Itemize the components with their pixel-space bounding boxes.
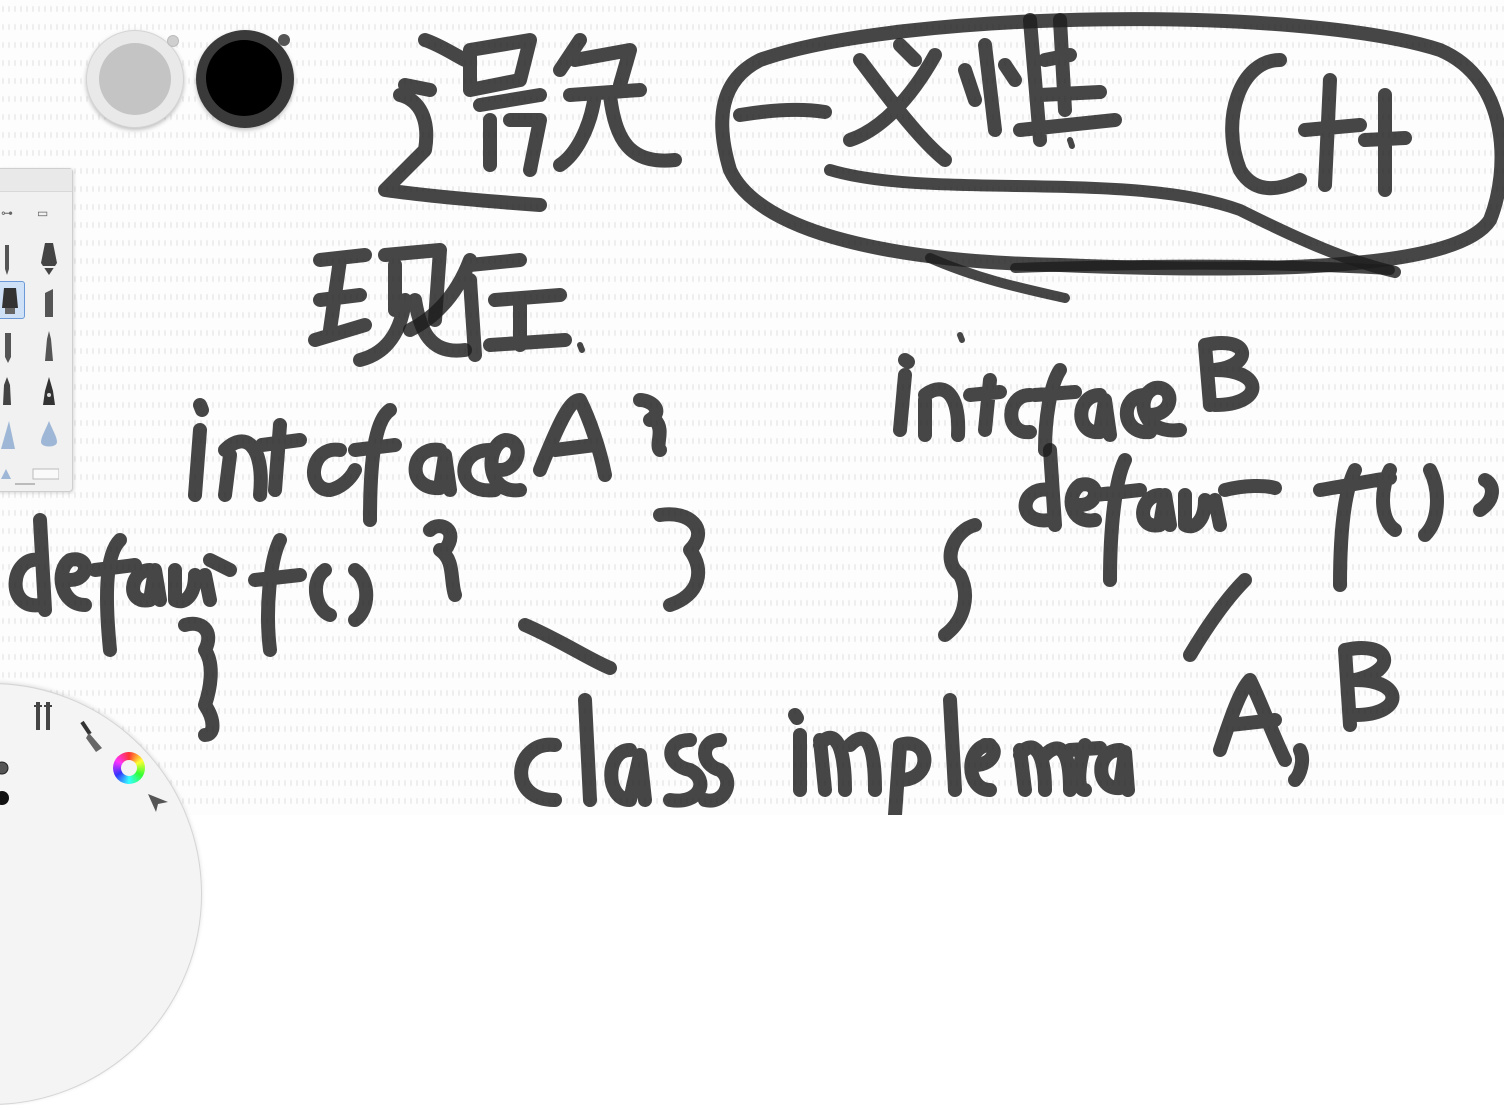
- color-wheel-icon[interactable]: [113, 752, 145, 784]
- paint-brush-icon[interactable]: [76, 718, 108, 758]
- word-a-comma-b: [1220, 648, 1393, 780]
- dash-a: [525, 625, 610, 668]
- brush-size-icon[interactable]: [0, 758, 12, 812]
- char-plus1: [1305, 80, 1360, 185]
- triangle-brush[interactable]: [0, 457, 27, 493]
- pencil-icon: [0, 241, 27, 277]
- light-gray-swatch: [99, 43, 171, 115]
- sliders-icon[interactable]: ⊶: [1, 206, 13, 220]
- airbrush-icon: [0, 417, 27, 453]
- ink-pen-icon: [0, 373, 27, 409]
- word-class: [521, 700, 727, 801]
- word-implements: [795, 700, 1128, 815]
- eraser-icon: [31, 457, 59, 493]
- puck-indicator-dot: [167, 35, 179, 47]
- brush-library-panel: [0, 168, 73, 492]
- stray-dot-2: [960, 335, 962, 340]
- char-mian: [560, 40, 675, 165]
- word-defaut-f-a: [16, 520, 455, 650]
- char-yi2: [850, 45, 945, 160]
- black-swatch: [206, 40, 282, 116]
- char-c: [1232, 60, 1300, 188]
- word-intcface-b: [900, 343, 1253, 450]
- panel-grip[interactable]: [15, 483, 35, 485]
- brace-b: [945, 525, 975, 635]
- triangle-icon: [0, 457, 27, 493]
- brush-tools-icon[interactable]: [28, 698, 58, 738]
- chisel-marker-brush[interactable]: [35, 285, 63, 321]
- word-defaut-f-b: [1026, 450, 1492, 585]
- marker-icon: [0, 282, 24, 318]
- stray-dot-3: [580, 345, 582, 350]
- stray-dot-1: [1070, 140, 1072, 146]
- nib-pen-icon: [35, 373, 63, 409]
- underline-stroke-2: [1015, 265, 1390, 270]
- char-plus2: [1365, 95, 1405, 190]
- ink-pen-brush[interactable]: [0, 373, 27, 409]
- airbrush-brush[interactable]: [0, 417, 27, 453]
- nib-pen-brush[interactable]: [35, 373, 63, 409]
- word-intcface-a: [195, 400, 660, 520]
- slash-b: [1190, 580, 1245, 655]
- fountain-pen-brush[interactable]: [35, 241, 63, 277]
- black-color-puck[interactable]: [196, 30, 294, 128]
- water-drop-icon: [35, 417, 63, 453]
- fountain-pen-icon: [35, 241, 63, 277]
- closing-brace-a: [185, 624, 213, 735]
- felt-tip-brush[interactable]: [35, 329, 63, 365]
- marker-brush[interactable]: [0, 281, 25, 319]
- pencil-brush[interactable]: [0, 241, 27, 277]
- ballpoint-brush[interactable]: [0, 329, 27, 365]
- blender-brush[interactable]: [35, 417, 63, 453]
- eraser-brush[interactable]: [31, 457, 59, 493]
- puck-indicator-dot: [278, 34, 290, 46]
- chisel-marker-icon: [35, 285, 63, 321]
- char-yi: [740, 110, 825, 115]
- char-bi: [385, 40, 540, 205]
- select-arrow-icon[interactable]: [146, 792, 170, 818]
- brace-3: [660, 514, 698, 605]
- list-view-icon[interactable]: ▭: [37, 206, 49, 220]
- felt-tip-icon: [35, 329, 63, 365]
- char-xing: [965, 20, 1115, 140]
- ballpoint-icon: [0, 329, 27, 365]
- brush-panel-header: [0, 169, 72, 192]
- light-gray-color-puck[interactable]: [86, 30, 184, 128]
